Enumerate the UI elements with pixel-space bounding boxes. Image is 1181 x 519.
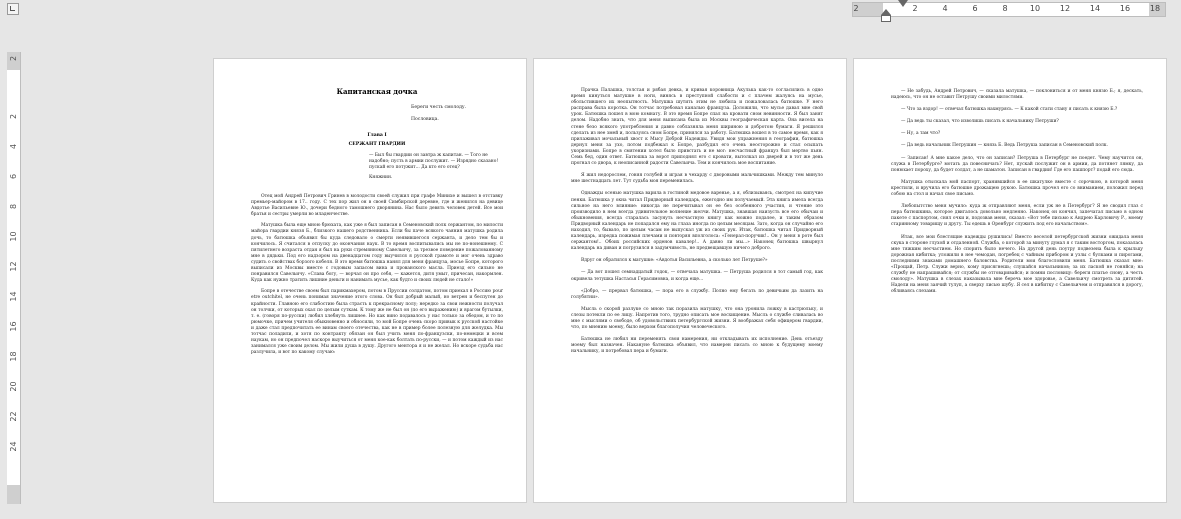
paragraph: — Ну, а там что? xyxy=(901,131,941,137)
chapter-title: СЕРЖАНТ ГВАРДИИ xyxy=(348,142,406,147)
vertical-ruler[interactable] xyxy=(7,52,21,504)
paragraph: Батюшка не любил ни переменять свои намерения, ни откладывать их исполнение. День отъезду моему был назначен. Накануне батюшка объявил, что намерен писать со мною к будущему моему начальнику, и потребовал пера и бумаги. xyxy=(571,337,823,355)
first-line-indent-marker[interactable] xyxy=(898,0,908,7)
vruler-label: 4 xyxy=(9,143,18,150)
chapter-epigraph: — Был бы гвардии он завтра ж капитан. — Того не надобно; пусть в армии послужит. — Изрядно сказано! пускай его потужит... Да кто его отец? xyxy=(369,153,499,170)
hruler-label: 2 xyxy=(912,4,918,13)
vruler-label: 24 xyxy=(9,441,18,452)
paragraph: Матушка отыскала мой паспорт, хранившийся в ее шкатулке вместе с сорочкою, в которой меня крестили, и вручила его батюшке дрожащею рукою. Батюшка прочел его со вниманием, положил перед собою на стол и начал свое письмо. xyxy=(891,179,1143,198)
paragraph: — Что за вздор! — отвечал батюшка нахмурясь. — К какой стати стану я писать к князю Б.? xyxy=(901,107,1118,113)
document-page-3[interactable] xyxy=(854,59,1166,502)
hruler-label: 8 xyxy=(1002,4,1008,13)
document-page-2[interactable] xyxy=(534,59,846,502)
vruler-label: 8 xyxy=(9,203,18,210)
vruler-label: 2 xyxy=(9,55,18,62)
hruler-label: 6 xyxy=(972,4,978,13)
paragraph: «Добро, — прервал батюшка, — пора его в службу. Полно ему бегать по девичьим да лазить на голубятни». xyxy=(571,288,823,300)
epigraph-source: Пословица. xyxy=(411,117,439,122)
hruler-label: 18 xyxy=(1149,4,1161,13)
vruler-label: 6 xyxy=(9,173,18,180)
paragraph: Матушка была еще мною брюхата, как уже я был записан в Семеновский полк сержантом, по милости майора гвардии князя Б., близкого нашего родственника. Если бы паче всякого чаяния матушка родила дочь, то батюшка объявил бы куда следовало о смерти неявившегося сержанта, и дело тем бы и кончилось. Я считался в отпуску до окончания наук. В то время воспитывались мы не по-нонешнему. С пятилетнего возраста отдан я был на руки стремянному Савельичу, за трезвое поведение пожалованному мне в дядьки. Под его надзором на двенадцатом году выучился я русской грамоте и мог очень здраво судить о свойствах борзого кобеля. В это время батюшка нанял для меня француза, мосье Бопре, которого выписали из Москвы вместе с годовым запасом вина и прованского масла. Приезд его сильно не понравился Савельичу. «Слава богу, — ворчал он про себя, — кажется, дитя умыт, причесан, накормлен. Куда как нужно тратить лишние деньги и нанимать мусье, как будто и своих людей не стало!» xyxy=(251,223,503,284)
paragraph: Любопытство меня мучило: куда ж отправляют меня, если уж не в Петербург? Я не сводил глаз с пера батюшкина, которое двигалось довольно медленно. Наконец он кончил, запечатал письмо в одном пакете с паспортом, снял очки и, подозвав меня, сказал: «Вот тебе письмо к Андрею Карловичу Р., моему старинному товарищу и другу. Ты едешь в Оренбург служить под его начальством». xyxy=(891,204,1143,228)
paragraph: — Да ведь ты сказал, что изволишь писать к начальнику Петруши? xyxy=(901,119,1059,125)
vruler-label: 10 xyxy=(9,231,18,242)
paragraph: — Не забудь, Андрей Петрович, — сказала матушка, — поклониться и от меня князю Б.; я, дескать, надеюсь, что он не оставит Петрушу своими милостями. xyxy=(891,89,1143,101)
document-title: Капитанская дочка xyxy=(336,87,418,96)
epigraph-text: Береги честь смолоду. xyxy=(411,105,467,110)
hruler-label: 12 xyxy=(1059,4,1071,13)
vruler-label: 22 xyxy=(9,411,18,422)
hruler-label: 14 xyxy=(1089,4,1101,13)
paragraph: Вдруг он обратился к матушке: «Авдотья Васильевна, а сколько лет Петруше?» xyxy=(581,258,768,264)
paragraph: — Да ведь начальник Петрушин — князь Б. Ведь Петруша записан в Семеновский полк. xyxy=(901,143,1108,149)
vruler-label: 16 xyxy=(9,321,18,332)
hruler-label: 10 xyxy=(1029,4,1041,13)
vruler-label: 12 xyxy=(9,261,18,272)
paragraph: Отец мой Андрей Петрович Гринев в молодости своей служил при графе Минихе и вышел в отставку премьер-майором в 17.. году. С тех пор жил он в своей Симбирской деревне, где и женился на девице Авдотье Васильевне Ю., дочери бедного тамошнего дворянина. Нас было девять человек детей. Все мои братья и сестры умерли во младенчестве. xyxy=(251,194,503,218)
chapter-number: Глава I xyxy=(367,133,387,138)
hruler-label: 4 xyxy=(942,4,948,13)
paragraph: Итак, все мои блестящие надежды рушились! Вместо веселой петербургской жизни ожидала меня скука в стороне глухой и отдаленной. Служба, о которой за минуту думал я с таким восторгом, показалась мне тяжким несчастием. Но спорить было нечего. На другой день поутру подвезена была к крыльцу дорожная кибитка; уложили в нее чемодан, погребец с чайным прибором и узлы с булками и пирогами, последними знаками домашнего баловства. Родители мои благословили меня. Батюшка сказал мне: «Прощай, Петр. Служи верно, кому присягнешь; слушайся начальников; за их лаской не гоняйся; на службу не напрашивайся; от службы не отговаривайся; и помни пословицу: береги платье снову, а честь смолоду». Матушка в слезах наказывала мне беречь мое здоровье, а Савельичу смотреть за дитятей. Надели на меня заячий тулуп, а сверху лисью шубу. Я сел в кибитку с Савельичем и отправился в дорогу, обливаясь слезами. xyxy=(891,234,1143,295)
paragraph: — Записан! А мне какое дело, что он записан? Петруша в Петербург не поедет. Чему научится он, служа в Петербурге? мотать да повесничать? Нет, пускай послужит он в армии, да потянет лямку, да понюхает пороху, да будет солдат, а не шаматон. Записан в гвардии! Где его пашпорт? подай его сюда. xyxy=(891,155,1143,173)
paragraph: Прачка Палашка, толстая и рябая девка, и кривая коровница Акулька как-то согласились в одно время кинуться матушке в ноги, винясь в преступной слабости и с плачем жалуясь на мусье, обольстившего их неопытность. Матушка шутить этим не любила и пожаловалась батюшке. У него расправа была коротка. Он тотчас потребовал каналью француза. Доложили, что мусье давал мне свой урок. Батюшка пошел в мою комнату. В это время Бопре спал на кровати сном невинности. Я был занят делом. Надобно знать, что для меня выписана была из Москвы географическая карта. Она висела на стене безо всякого употребления и давно соблазняла меня шириною и добротою бумаги. Я решился сделать из нее змей и, пользуясь сном Бопре, принялся за работу. Батюшка вошел в то самое время, как я прилаживал мочальный хвост к Мысу Доброй Надежды. Увидя мои упражнения в географии, батюшка дернул меня за ухо, потом подбежал к Бопре, разбудил его очень неосторожно и стал осыпать укоризнами. Бопре в смятении хотел было привстать и не мог: несчастный француз был мертво пьян. Семь бед, один ответ. Батюшка за ворот приподнял его с кровати, вытолкал из дверей и в тот же день прогнал со двора, к неописанной радости Савельича. Тем и кончилось мое воспитание. xyxy=(571,88,823,167)
vruler-label: 14 xyxy=(9,291,18,302)
hruler-label: 16 xyxy=(1119,4,1131,13)
chapter-epigraph-source: Княжнин. xyxy=(369,175,393,180)
document-page-1[interactable] xyxy=(214,59,526,502)
paragraph: Бопре в отечестве своем был парикмахером, потом в Пруссии солдатом, потом приехал в Россию pour etre outchitel, не очень понимая значение этого слова. Он был добрый малый, но ветрен и беспутен до крайности. Главною его слабостию была страсть к прекрасному полу; нередко за свои нежности получал он толчки, от которых охал по целым суткам. К тому же не был он (по его выражению) и врагом бутылки, т. е. (говоря по-русски) любил хлебнуть лишнее. Но как вино подавалось у нас только за обедом, и то по рюмочке, причем учителя обыкновенно и обносили, то мой Бопре очень скоро привык к русской настойке и даже стал предпочитать ее винам своего отечества, как не в пример более полезную для желудка. Мы тотчас поладили, и хотя по контракту обязан он был учить меня по-французски, по-немецки и всем наукам, но он предпочел наскоро выучиться от меня кое-как болтать по-русски, — и потом каждый из нас занимался уже своим делом. Мы жили душа в душу. Другого ментора я и не желал. Но вскоре судьба нас разлучила, и вот по какому случаю: xyxy=(251,289,503,356)
tab-selector-box[interactable] xyxy=(7,3,19,15)
hruler-label: 2 xyxy=(853,4,859,13)
paragraph: — Да вот пошел семнадцатый годок, — отвечала матушка. — Петруша родился в тот самый год, как окривела тетушка Настасья Герасимовна, и когда еще... xyxy=(571,270,823,282)
vruler-label: 2 xyxy=(9,113,18,120)
vruler-label: 18 xyxy=(9,351,18,362)
paragraph: Однажды осенью матушка варила в гостиной медовое варенье, а я, облизываясь, смотрел на кипучие пенки. Батюшка у окна читал Придворный календарь, ежегодно им получаемый. Эта книга имела всегда сильное на него влияние: никогда не перечитывал он ее без особенного участия, и чтение это производило в нем всегда удивительное волнение желчи. Матушка, знавшая наизусть все его обычаи и обыкновения, всегда старалась засунуть несчастную книгу как можно подалее, и таким образом Придворный календарь не попадался ему на глаза иногда по целым месяцам. Зато, когда он случайно его находил, то, бывало, по целым часам не выпускал уж из своих рук. Итак, батюшка читал Придворный календарь, изредка пожимая плечами и повторяя вполголоса: «Генерал-поручик!.. Он у меня в роте был сержантом!.. Обоих российских орденов кавалер!.. А давно ли мы...» Наконец батюшка швырнул календарь на диван и погрузился в задумчивость, не предвещавшую ничего доброго. xyxy=(571,191,823,252)
paragraph: Я жил недорослем, гоняя голубей и играя в чехарду с дворовыми мальчишками. Между тем минуло мне шестнадцать лет. Тут судьба моя переменилась. xyxy=(571,173,823,185)
left-indent-marker[interactable] xyxy=(881,15,891,22)
vruler-label: 20 xyxy=(9,381,18,392)
paragraph: Мысль о скорой разлуке со мною так поразила матушку, что она уронила ложку в кастрюльку, и слезы потекли по ее лицу. Напротив того, трудно описать мое восхищение. Мысль о службе сливалась во мне с мыслями о свободе, об удовольствиях петербургской жизни. Я воображал себя офицером гвардии, что, по мнению моему, было верхом благополучия человеческого. xyxy=(571,306,823,331)
